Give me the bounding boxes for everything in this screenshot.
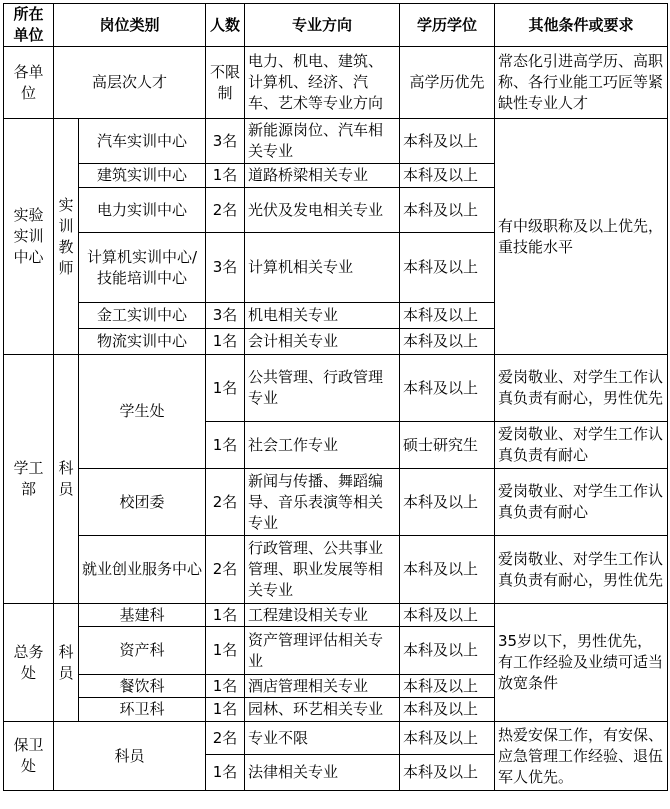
degree-cell: 本科及以上 <box>400 675 495 698</box>
degree-cell: 本科及以上 <box>400 188 495 233</box>
major-cell: 资产管理评估相关专业 <box>245 627 400 675</box>
count-cell: 1名 <box>206 675 245 698</box>
count-cell: 2名 <box>206 722 245 755</box>
count-cell: 1名 <box>206 329 245 355</box>
category-cell: 基建科 <box>79 604 206 627</box>
table-row <box>4 119 668 164</box>
category-cell: 校团委 <box>79 469 206 536</box>
degree-cell: 本科及以上 <box>400 303 495 329</box>
count-cell: 1名 <box>206 164 245 188</box>
role-cell: 科员 <box>54 604 79 722</box>
major-cell: 新能源岗位、汽车相关专业 <box>245 119 400 164</box>
major-cell: 道路桥梁相关专业 <box>245 164 400 188</box>
table-row <box>4 722 668 755</box>
other-cell: 爱岗敬业、对学生工作认真负责有耐心 <box>495 422 668 469</box>
count-cell: 1名 <box>206 422 245 469</box>
header-count: 人数 <box>206 4 245 47</box>
other-cell: 有中级职称及以上优先，重技能水平 <box>495 119 668 355</box>
major-cell: 园林、环艺相关专业 <box>245 698 400 722</box>
role-cell: 实训教师 <box>54 119 79 355</box>
category-cell: 学生处 <box>79 355 206 469</box>
category-cell: 电力实训中心 <box>79 188 206 233</box>
degree-cell: 本科及以上 <box>400 627 495 675</box>
major-cell: 电力、机电、建筑、计算机、经济、汽车、艺术等专业方向 <box>245 47 400 119</box>
recruitment-table <box>3 3 668 791</box>
degree-cell: 硕士研究生 <box>400 422 495 469</box>
header-other: 其他条件或要求 <box>495 4 668 47</box>
unit-cell: 学工部 <box>4 355 54 604</box>
category-cell: 汽车实训中心 <box>79 119 206 164</box>
count-cell: 1名 <box>206 755 245 791</box>
count-cell: 2名 <box>206 469 245 536</box>
count-cell: 3名 <box>206 303 245 329</box>
unit-cell: 保卫处 <box>4 722 54 791</box>
header-unit: 所在单位 <box>4 4 54 47</box>
major-cell: 计算机相关专业 <box>245 233 400 303</box>
degree-cell: 本科及以上 <box>400 233 495 303</box>
unit-cell: 各单位 <box>4 47 54 119</box>
category-cell: 物流实训中心 <box>79 329 206 355</box>
degree-cell: 本科及以上 <box>400 604 495 627</box>
degree-cell: 本科及以上 <box>400 722 495 755</box>
major-cell: 新闻与传播、舞蹈编导、音乐表演等相关专业 <box>245 469 400 536</box>
count-cell: 3名 <box>206 233 245 303</box>
unit-cell: 总务处 <box>4 604 54 722</box>
count-cell: 2名 <box>206 188 245 233</box>
category-cell: 餐饮科 <box>79 675 206 698</box>
role-cell: 科员 <box>54 355 79 604</box>
degree-cell: 本科及以上 <box>400 164 495 188</box>
major-cell: 会计相关专业 <box>245 329 400 355</box>
other-cell: 爱岗敬业、对学生工作认真负责有耐心，男性优先 <box>495 355 668 422</box>
category-cell: 环卫科 <box>79 698 206 722</box>
major-cell: 专业不限 <box>245 722 400 755</box>
category-cell: 金工实训中心 <box>79 303 206 329</box>
header-category: 岗位类别 <box>54 4 206 47</box>
table-row <box>4 355 668 422</box>
table-row <box>4 469 668 536</box>
count-cell: 1名 <box>206 355 245 422</box>
category-cell: 就业创业服务中心 <box>79 536 206 604</box>
degree-cell: 本科及以上 <box>400 119 495 164</box>
category-cell: 高层次人才 <box>54 47 206 119</box>
table-row <box>4 47 668 119</box>
count-cell: 不限制 <box>206 47 245 119</box>
major-cell: 工程建设相关专业 <box>245 604 400 627</box>
degree-cell: 本科及以上 <box>400 329 495 355</box>
count-cell: 3名 <box>206 119 245 164</box>
major-cell: 光伏及发电相关专业 <box>245 188 400 233</box>
major-cell: 行政管理、公共事业管理、职业发展等相关专业 <box>245 536 400 604</box>
unit-cell: 实验实训中心 <box>4 119 54 355</box>
category-cell: 计算机实训中心/技能培训中心 <box>79 233 206 303</box>
count-cell: 1名 <box>206 698 245 722</box>
header-degree: 学历学位 <box>400 4 495 47</box>
other-cell: 35岁以下，男性优先，有工作经验及业绩可适当放宽条件 <box>495 604 668 722</box>
other-cell: 爱岗敬业、对学生工作认真负责有耐心，男性优先 <box>495 536 668 604</box>
major-cell: 公共管理、行政管理专业 <box>245 355 400 422</box>
degree-cell: 高学历优先 <box>400 47 495 119</box>
other-cell: 热爱安保工作，有安保、应急管理工作经验、退伍军人优先。 <box>495 722 668 791</box>
degree-cell: 本科及以上 <box>400 469 495 536</box>
table-row <box>4 536 668 604</box>
other-cell: 常态化引进高学历、高职称、各行业能工巧匠等紧缺性专业人才 <box>495 47 668 119</box>
header-row <box>4 4 668 47</box>
table-row <box>4 604 668 627</box>
category-cell: 科员 <box>54 722 206 791</box>
degree-cell: 本科及以上 <box>400 536 495 604</box>
degree-cell: 本科及以上 <box>400 698 495 722</box>
header-major: 专业方向 <box>245 4 400 47</box>
other-cell: 爱岗敬业、对学生工作认真负责有耐心 <box>495 469 668 536</box>
category-cell: 资产科 <box>79 627 206 675</box>
major-cell: 机电相关专业 <box>245 303 400 329</box>
count-cell: 2名 <box>206 536 245 604</box>
category-cell: 建筑实训中心 <box>79 164 206 188</box>
count-cell: 1名 <box>206 604 245 627</box>
degree-cell: 本科及以上 <box>400 355 495 422</box>
major-cell: 社会工作专业 <box>245 422 400 469</box>
count-cell: 1名 <box>206 627 245 675</box>
major-cell: 酒店管理相关专业 <box>245 675 400 698</box>
degree-cell: 本科及以上 <box>400 755 495 791</box>
major-cell: 法律相关专业 <box>245 755 400 791</box>
